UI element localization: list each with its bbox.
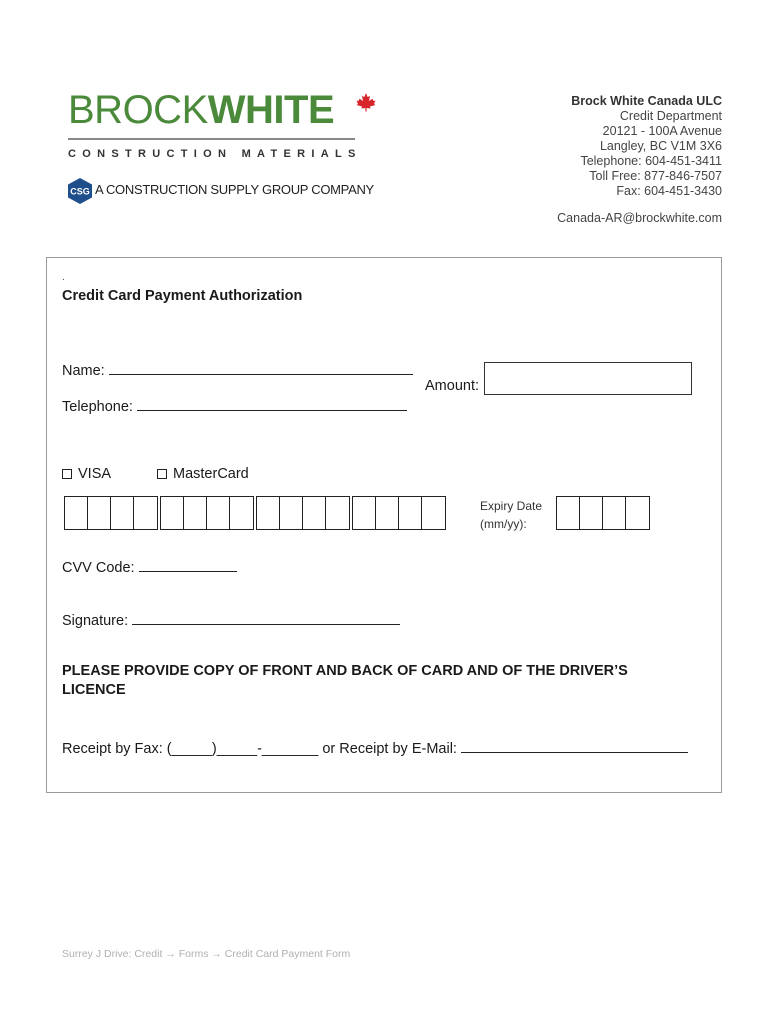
receipt-email-field[interactable] <box>461 737 688 753</box>
form-title: Credit Card Payment Authorization <box>62 288 303 304</box>
card-digit-box[interactable] <box>280 497 303 529</box>
arrow-right-icon: → <box>211 948 222 960</box>
logo-divider <box>68 138 355 140</box>
receipt-label: Receipt by Fax: (_____)_____-_______ or Receipt by E-Mail: <box>62 741 457 757</box>
telephone-number: Telephone: 604-451-3411 <box>580 154 722 168</box>
logo-word-brock: BROCK <box>68 88 208 132</box>
telephone-field[interactable] <box>137 395 407 411</box>
name-label: Name: <box>62 363 105 379</box>
fax-number: Fax: 604-451-3430 <box>616 184 722 198</box>
cvv-label: CVV Code: <box>62 560 135 576</box>
card-digit-group <box>160 496 254 530</box>
footer-part2: Forms <box>178 948 209 960</box>
visa-checkbox[interactable] <box>62 469 72 479</box>
footer-part1: Surrey J Drive: Credit <box>62 948 163 960</box>
expiry-digit-box[interactable] <box>626 497 649 529</box>
company-address <box>571 94 722 199</box>
logo-word-white: WHITE <box>207 88 335 132</box>
card-digit-group <box>64 496 158 530</box>
tollfree-number: Toll Free: 877-846-7507 <box>589 169 722 183</box>
card-digit-box[interactable] <box>376 497 399 529</box>
footer-path <box>62 948 350 960</box>
expiry-label-line2: (mm/yy): <box>480 517 527 531</box>
csg-company-text: A CONSTRUCTION SUPPLY GROUP COMPANY <box>95 182 374 197</box>
department: Credit Department <box>619 109 722 123</box>
telephone-label: Telephone: <box>62 399 133 415</box>
email-address: Canada-AR@brockwhite.com <box>557 211 722 225</box>
footer-part3: Credit Card Payment Form <box>224 948 351 960</box>
card-digit-box[interactable] <box>303 497 326 529</box>
card-digit-box[interactable] <box>207 497 230 529</box>
expiry-digit-box[interactable] <box>603 497 626 529</box>
expiry-digit-box[interactable] <box>557 497 580 529</box>
card-digit-box[interactable] <box>422 497 445 529</box>
visa-option[interactable] <box>62 466 111 482</box>
name-field[interactable] <box>109 359 413 375</box>
mastercard-checkbox[interactable] <box>157 469 167 479</box>
card-digit-box[interactable] <box>111 497 134 529</box>
maple-leaf-icon <box>356 92 376 112</box>
card-digit-box[interactable] <box>88 497 111 529</box>
amount-label: Amount: <box>425 378 479 394</box>
signature-field[interactable] <box>132 609 400 625</box>
expiry-label <box>480 497 542 533</box>
mastercard-option[interactable] <box>157 466 249 482</box>
city-address: Langley, BC V1M 3X6 <box>599 139 722 153</box>
amount-field[interactable] <box>484 362 692 395</box>
card-number-field[interactable] <box>64 496 446 530</box>
card-digit-box[interactable] <box>230 497 253 529</box>
card-digit-box[interactable] <box>184 497 207 529</box>
card-digit-box[interactable] <box>257 497 280 529</box>
form-dot: . <box>62 272 65 283</box>
csg-badge-text: CSG <box>70 186 90 197</box>
card-digit-group <box>256 496 350 530</box>
card-digit-box[interactable] <box>326 497 349 529</box>
brand-logo <box>68 88 334 132</box>
card-digit-group <box>352 496 446 530</box>
card-digit-box[interactable] <box>161 497 184 529</box>
cvv-row <box>62 556 237 576</box>
arrow-right-icon: → <box>165 948 176 960</box>
telephone-row <box>62 395 407 415</box>
csg-badge-icon <box>67 177 93 205</box>
cvv-field[interactable] <box>139 556 237 572</box>
expiry-label-line1: Expiry Date <box>480 499 543 513</box>
mastercard-label: MasterCard <box>173 466 249 482</box>
card-digit-box[interactable] <box>353 497 376 529</box>
name-row <box>62 359 413 379</box>
card-digit-box[interactable] <box>399 497 422 529</box>
company-name: Brock White Canada ULC <box>571 94 722 108</box>
street-address: 20121 - 100A Avenue <box>602 124 722 138</box>
signature-label: Signature: <box>62 613 129 629</box>
card-digit-box[interactable] <box>134 497 157 529</box>
receipt-row <box>62 737 688 757</box>
copy-notice: PLEASE PROVIDE COPY OF FRONT AND BACK OF CARD AND OF THE DRIVER’S LICENCE <box>62 663 628 698</box>
signature-row <box>62 609 400 629</box>
logo-tagline: CONSTRUCTION MATERIALS <box>68 148 362 160</box>
visa-label: VISA <box>78 466 112 482</box>
card-digit-box[interactable] <box>65 497 88 529</box>
expiry-digit-box[interactable] <box>580 497 603 529</box>
expiry-field[interactable] <box>556 496 650 530</box>
